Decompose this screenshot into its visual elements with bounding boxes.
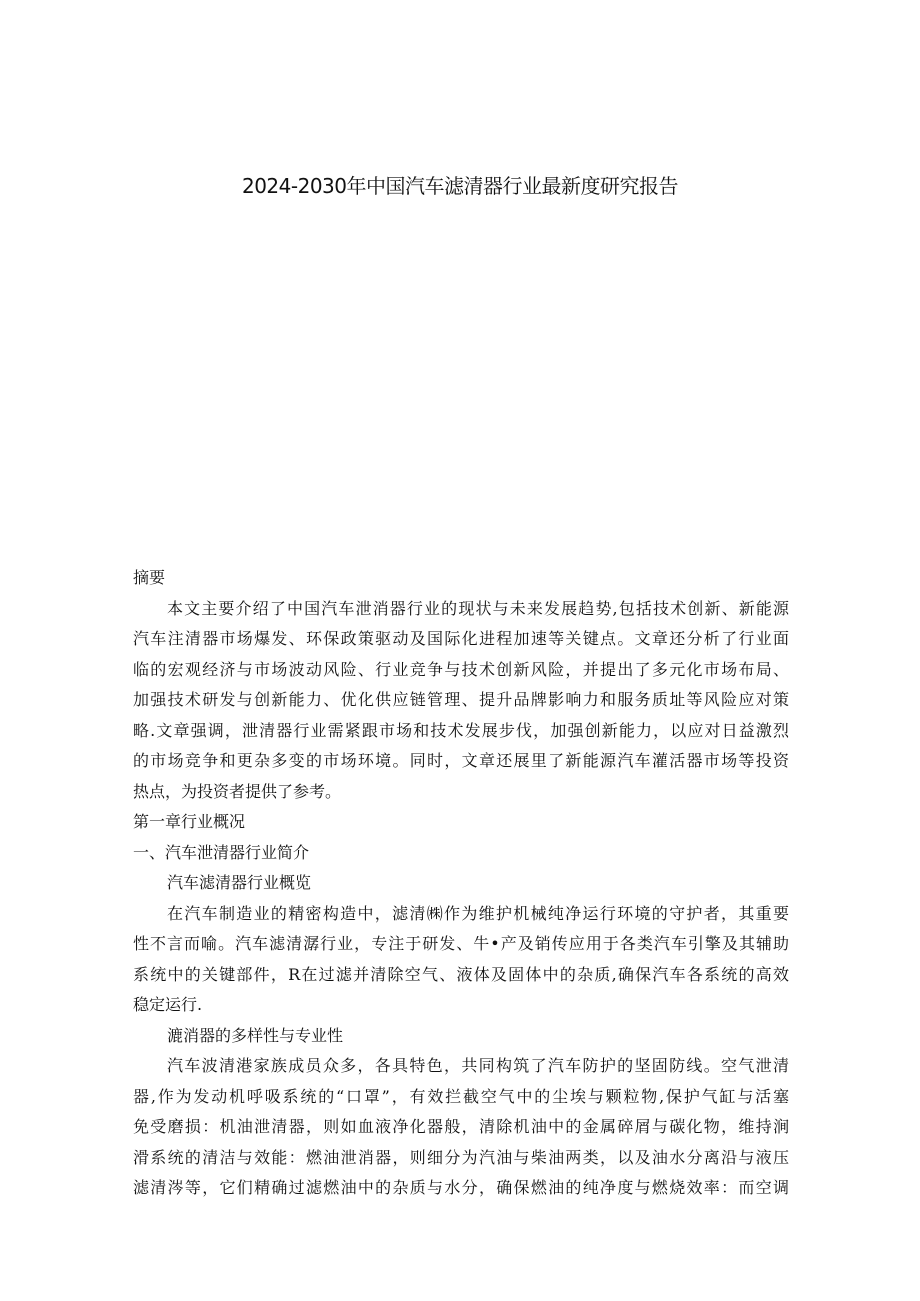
chapter-heading: 第一章行业概况 (133, 812, 246, 831)
text-line: 滤清涔等，它们精确过滤燃油中的杂质与水分，确保燃油的纯净度与燃烧效率：而空调 (133, 1178, 789, 1197)
subsection-heading: 漉消器的多样性与专业性 (167, 1025, 344, 1045)
abstract-paragraph (133, 594, 789, 808)
text-line: 加强技术研发与创新能力、优化供应链管理、提升品牌影响力和服务质址等风险应对策 (133, 690, 789, 709)
text-line: 器,作为发动机呼吸系统的“口罩”，有效拦截空气中的尘埃与颗粒物,保护气缸与活塞 (133, 1086, 789, 1106)
section-heading: 一、汽车泄清器行业简介 (133, 842, 310, 862)
text-line: 滑系统的清洁与效能：燃油泄消器，则细分为汽油与柴油两类，以及油水分离沿与液压 (133, 1147, 789, 1167)
text-line: 稳定运行. (133, 995, 203, 1014)
text-line: 在汽车制造业的精密构造中，滤清㈱作为维护机械纯净运行环境的守护者，其重要 (167, 903, 789, 923)
text-line: 汽车注清器市场爆发、环保政策驱动及国际化进程加速等关键点。文章还分析了行业面 (133, 629, 789, 648)
text-line: 热点，为投资者提供了参考。 (133, 781, 342, 801)
subsection-heading: 汽车滤清器行业概览 (167, 873, 312, 892)
diversity-paragraph (133, 1051, 789, 1204)
abstract-heading: 摘要 (133, 568, 166, 587)
text-line: 临的宏观经济与市场波动风险、行业竞争与技术创新风险，并提出了多元化市场布局、 (133, 659, 789, 679)
text-line: 略.文章强调，泄清器行业需紧跟市场和技术发展步伐，加强创新能力，以应对日益激烈 (133, 720, 789, 740)
text-line: 免受磨损：机油泄清器，则如血液净化器般，清除机油中的金属碎屑与碳化物，维持涧 (133, 1117, 789, 1136)
text-line: 的市场竞争和更杂多变的市场环境。同时，文章还展里了新能源汽车灌活器市场等投资 (133, 751, 789, 770)
overview-paragraph (133, 899, 789, 1021)
text-line: 系统中的关键部件，R在过滤并清除空气、液体及固体中的杂质,确保汽车各系统的高效 (133, 964, 789, 984)
text-line: 汽车波清港家族成员众多，各具特色，共同构筑了汽车防护的坚固防线。空气泄清 (167, 1056, 789, 1075)
text-line: 性不言而喻。汽车滤清潺行业，专注于研发、牛•产及销传应用于各类汽车引擎及其辅助 (133, 934, 789, 953)
document-body (133, 563, 789, 1204)
document-title: 2024-2030年中国汽车滤清器行业最新度研究报告 (241, 174, 678, 198)
text-line: 本文主要介绍了中国汽车泄消器行业的现状与未来发展趋势,包括技术创新、新能源 (167, 598, 789, 618)
